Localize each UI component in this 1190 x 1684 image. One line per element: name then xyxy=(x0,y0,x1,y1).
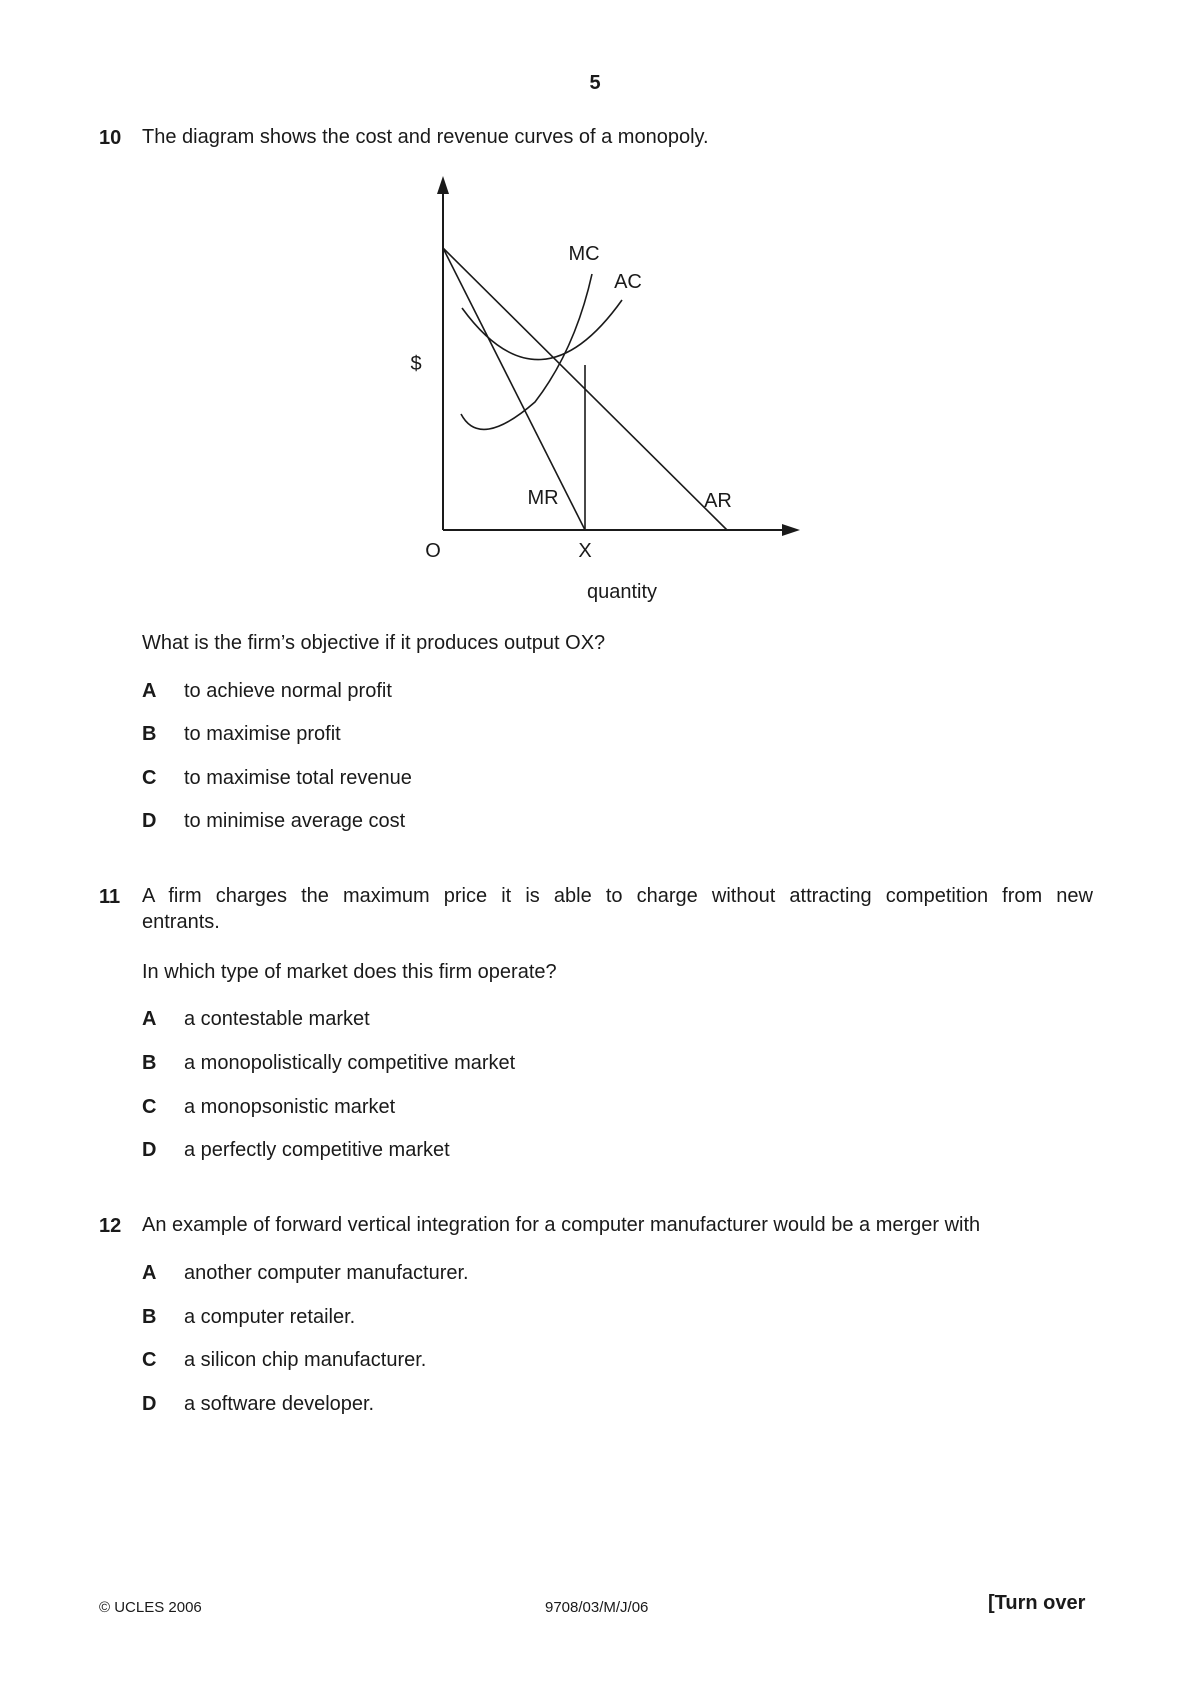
mc-curve xyxy=(461,274,592,429)
question-10-number: 10 xyxy=(99,127,122,149)
x-axis-arrow-icon xyxy=(782,524,800,536)
q12-option-c-letter: C xyxy=(142,1349,157,1371)
q12-option-a-letter: A xyxy=(142,1262,157,1284)
footer-turn-over: [Turn over xyxy=(988,1592,1086,1614)
q10-option-b-text: to maximise profit xyxy=(184,723,341,745)
ac-label: AC xyxy=(614,271,642,293)
q11-option-c-letter: C xyxy=(142,1096,157,1118)
ac-curve xyxy=(462,300,622,360)
x-point-label: X xyxy=(578,540,592,562)
q11-option-a-letter: A xyxy=(142,1008,157,1030)
q11-option-d-text: a perfectly competitive market xyxy=(184,1139,450,1161)
q11-option-d-letter: D xyxy=(142,1139,157,1161)
page-number: 5 xyxy=(589,72,601,94)
question-12-text: An example of forward vertical integration for a computer manufacturer would be a merger with xyxy=(142,1214,981,1236)
cost-revenue-diagram xyxy=(360,170,810,610)
question-11-number: 11 xyxy=(99,886,121,908)
mr-curve xyxy=(443,248,585,530)
footer-copyright: © UCLES 2006 xyxy=(99,1599,202,1616)
x-axis-label: quantity xyxy=(586,581,658,603)
question-11-text-line2: entrants. xyxy=(142,911,220,933)
q10-option-b-letter: B xyxy=(142,723,157,745)
q12-option-b-text: a computer retailer. xyxy=(184,1306,356,1328)
q12-option-a-text: another computer manufacturer. xyxy=(184,1262,469,1284)
ar-label: AR xyxy=(704,490,732,512)
question-12-number: 12 xyxy=(99,1215,122,1237)
q10-option-a-text: to achieve normal profit xyxy=(184,680,392,702)
q10-option-c-text: to maximise total revenue xyxy=(184,767,412,789)
question-10-text: The diagram shows the cost and revenue curves of a monopoly. xyxy=(142,126,709,148)
y-axis-label: $ xyxy=(410,353,422,375)
q11-option-b-letter: B xyxy=(142,1052,157,1074)
footer-paper-code: 9708/03/M/J/06 xyxy=(545,1599,649,1616)
q10-option-c-letter: C xyxy=(142,767,157,789)
mc-label: MC xyxy=(568,243,600,265)
q12-option-b-letter: B xyxy=(142,1306,157,1328)
q10-option-d-text: to minimise average cost xyxy=(184,810,406,832)
question-11-prompt: In which type of market does this firm operate? xyxy=(142,961,557,983)
origin-label: O xyxy=(425,540,441,562)
q11-option-a-text: a contestable market xyxy=(184,1008,370,1030)
q10-option-a-letter: A xyxy=(142,680,157,702)
q12-option-d-text: a software developer. xyxy=(184,1393,375,1415)
y-axis-arrow-icon xyxy=(437,176,449,194)
q11-option-b-text: a monopolistically competitive market xyxy=(184,1052,516,1074)
q10-option-d-letter: D xyxy=(142,810,157,832)
q12-option-c-text: a silicon chip manufacturer. xyxy=(184,1349,427,1371)
mr-label: MR xyxy=(527,487,559,509)
question-11-text-line1: A firm charges the maximum price it is able to charge without attracting competition from new xyxy=(142,885,1093,907)
q11-option-c-text: a monopsonistic market xyxy=(184,1096,396,1118)
q12-option-d-letter: D xyxy=(142,1393,157,1415)
question-10-prompt: What is the firm’s objective if it produces output OX? xyxy=(142,632,606,654)
